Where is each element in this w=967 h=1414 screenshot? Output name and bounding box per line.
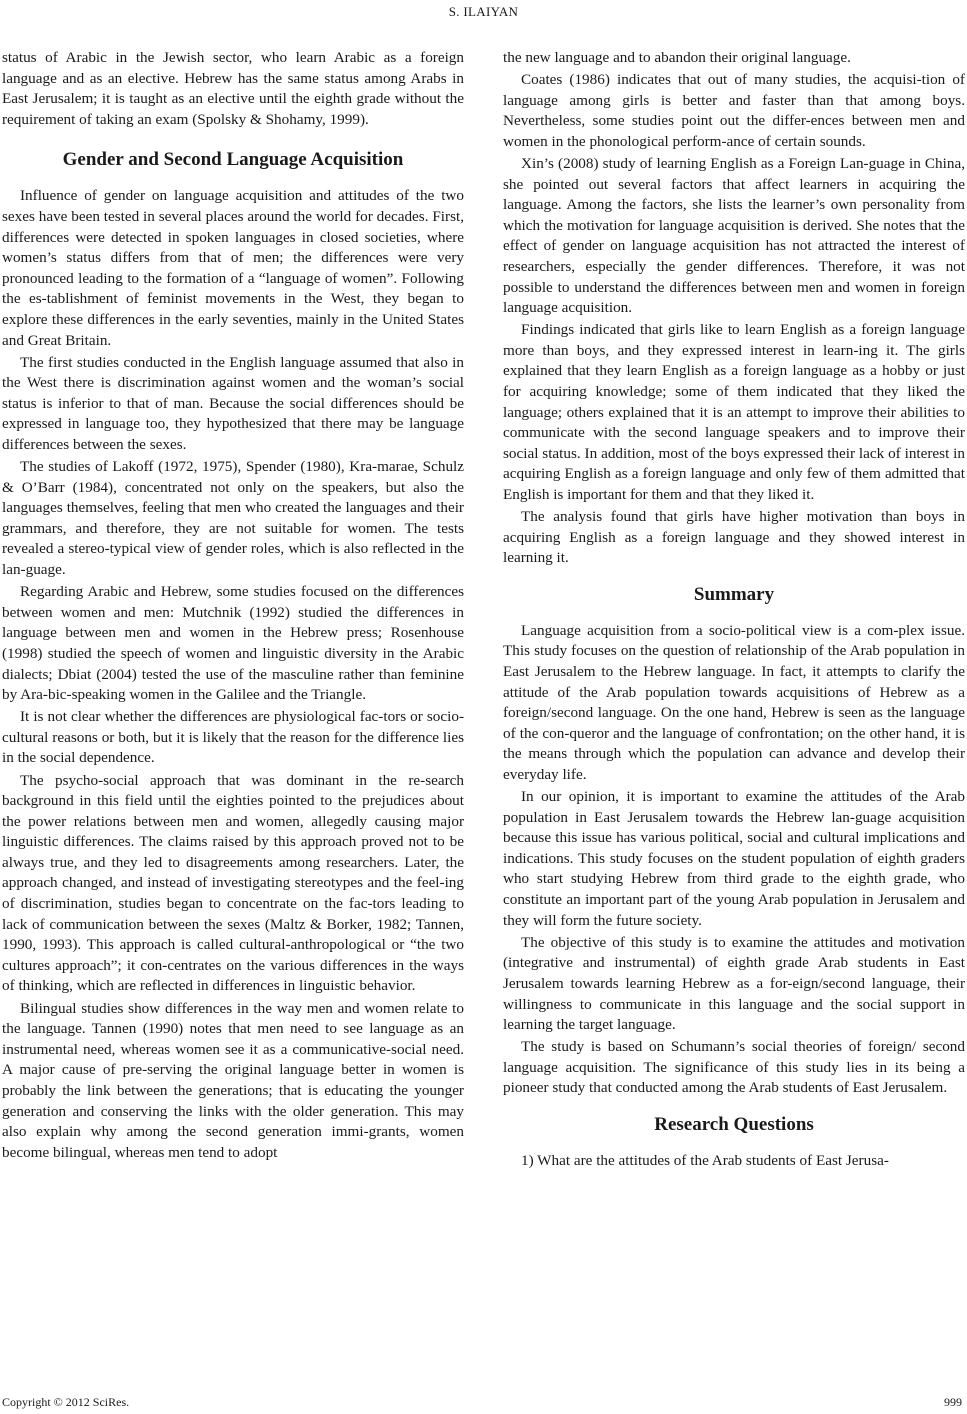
paragraph: The first studies conducted in the English language assumed that also in the West there is discrimination against women and the woman’s social status is inferior to that of man. Because the social differences should be expressed in language too, they hypothesized that there may be language differences between the sexes. — [2, 353, 464, 453]
paragraph: The studies of Lakoff (1972, 1975), Spender (1980), Kra-marae, Schulz & O’Barr (1984), concentrated not only on the speakers, but also the languages themselves, feeling that men who created the languages and their grammars, and therefore, they are not suitable for women. The tests revealed a stereo-typical view of gender roles, which is also reflected in the lan-guage. — [2, 458, 464, 579]
paragraph: The psycho-social approach that was dominant in the re-search background in this field until the eighties pointed to the prejudices about the power relations between men and women, allegedly causing major linguistic differences. The claims raised by this approach proved not to be always true, and they led to disagreements among researchers. Later, the approach changed, and instead of investigating stereotypes and the feel-ing of discrimination, studies began to concentrate on the fac-tors leading to lack of communication between the sexes (Maltz & Borker, 1982; Tannen, 1990, 1993). This approach is called cultural-anthropological or “the two cultures approach”; it con-centrates on the various differences in the ways of thinking, which are reflected in differences in linguistic behavior. — [2, 771, 464, 995]
paragraph: Coates (1986) indicates that out of many studies, the acquisi-tion of language among girls is better and faster than that among boys. Nevertheless, some studies point out the differ-ences between men and women in the phonological perform-ance of certain sounds. — [503, 71, 965, 150]
paragraph: Language acquisition from a socio-political view is a com-plex issue. This study focuses on the question of relationship of the Arab population in East Jerusalem to the Hebrew language. In fact, it attempts to clarify the attitude of the Arab population towards acquisitions of Hebrew as a foreign/second language. On the one hand, Hebrew is seen as the language of the con-queror and the language of confrontation; on the other hand, it is the means through which the population can advance and develop their everyday life. — [503, 621, 965, 783]
page-number: 999 — [944, 1395, 962, 1409]
paragraph: Regarding Arabic and Hebrew, some studies focused on the differences between women and men: Mutchnik (1992) studied the differences in language between men and women in the Hebrew press; Rosenhouse (1998) studied the speech of women and linguistic diversity in the Arabic dialects; Dbiat (2004) tested the use of the masculine rather than feminine by Ara-bic-speaking women in the Galilee and the Triangle. — [2, 583, 464, 704]
section-heading-gender: Gender and Second Language Acquisition — [62, 149, 404, 171]
paragraph: The objective of this study is to examine the attitudes and motivation (integrative and instrumental) of eighth grade Arab students in East Jerusalem towards learning Hebrew as a for-eign/second language, their willingness to communicate in this language and the social support in learning the target language. — [503, 933, 965, 1034]
copyright-notice: Copyright © 2012 SciRes. — [2, 1395, 130, 1409]
paragraph: Findings indicated that girls like to learn English as a foreign language more than boys, and they expressed interest in learn-ing it. The girls explained that they learn English as a foreign language as a hobby or just for acquiring knowledge; some of them indicated that they liked the language; others explained that it is an attempt to improve their abilities to communicate with the second language speakers and to improve their social status. In addition, most of the boys expressed their lack of interest in acquiring English as a foreign language and only few of them admitted that English is important for them and that they liked it. — [503, 321, 965, 503]
paragraph-continued: status of Arabic in the Jewish sector, who learn Arabic as a foreign language and as an elective. Hebrew has the same status among Arabs in East Jerusalem; it is taught as an elective until the eighth grade without the requirement of taking an exam (Spolsky & Shohamy, 1999). — [2, 49, 464, 128]
paragraph: The analysis found that girls have higher motivation than boys in acquiring English as a foreign language and they showed interest in learning it. — [503, 508, 965, 567]
paragraph: Bilingual studies show differences in the way men and women relate to the language. Tannen (1990) notes that men need to see language as an instrumental need, whereas women see it as a communicative-social need. A major cause of pre-serving the original language better in women is probably the link between the generations; that is educating the younger generation and conserving the links with the older generation. This may also explain why among the second generation immi-grants, women become bilingual, whereas men tend to adopt — [2, 999, 464, 1161]
section-heading-research-questions: Research Questions — [654, 1114, 814, 1135]
paragraph: Influence of gender on language acquisition and attitudes of the two sexes have been tested in several places around the world for decades. First, differences were detected in spoken languages in closed societies, where women’s status differs from that of men; the differences were very pronounced leading to the formation of a “language of women”. Following the es-tablishment of feminist movements in the West, they began to explore these differences in the early seventies, mainly in the United States and Great Britain. — [2, 187, 464, 349]
running-head: S. ILAIYAN — [448, 4, 519, 19]
right-column — [503, 48, 965, 1173]
section-heading-summary: Summary — [693, 583, 775, 605]
paragraph-continued: the new language and to abandon their original language. — [503, 49, 851, 66]
paragraph: The study is based on Schumann’s social theories of foreign/ second language acquisition. The significance of this study lies in its being a pioneer study that conducted among the Arab students of East Jerusalem. — [503, 1038, 965, 1097]
paragraph: Xin’s (2008) study of learning English as a Foreign Lan-guage in China, she pointed out several factors that affect learners in acquiring the language. Among the factors, she lists the learner’s own personality from which the motivation for language acquisition is derived. She notes that the effect of gender on language acquisition has not attracted the interest of researchers, especially the gender differences. Therefore, it was not possible to understand the differences between men and women in foreign language acquisition. — [503, 154, 965, 317]
paragraph: It is not clear whether the differences are physiological fac-tors or socio-cultural reasons or both, but it is likely that the reason for the difference lies in the social dependence. — [2, 708, 464, 767]
paragraph: In our opinion, it is important to examine the attitudes of the Arab population in East Jerusalem towards the Hebrew lan-guage acquisition because this issue has various political, social and cultural implications and indications. This study focuses on the student population of eighth graders who start studying Hebrew from third grade to the eighth grade, who constitute an important part of the young Arab population in Jerusalem and they will form the future society. — [503, 788, 965, 929]
left-column — [2, 48, 464, 1165]
paragraph: 1) What are the attitudes of the Arab students of East Jerusa- — [521, 1152, 889, 1169]
